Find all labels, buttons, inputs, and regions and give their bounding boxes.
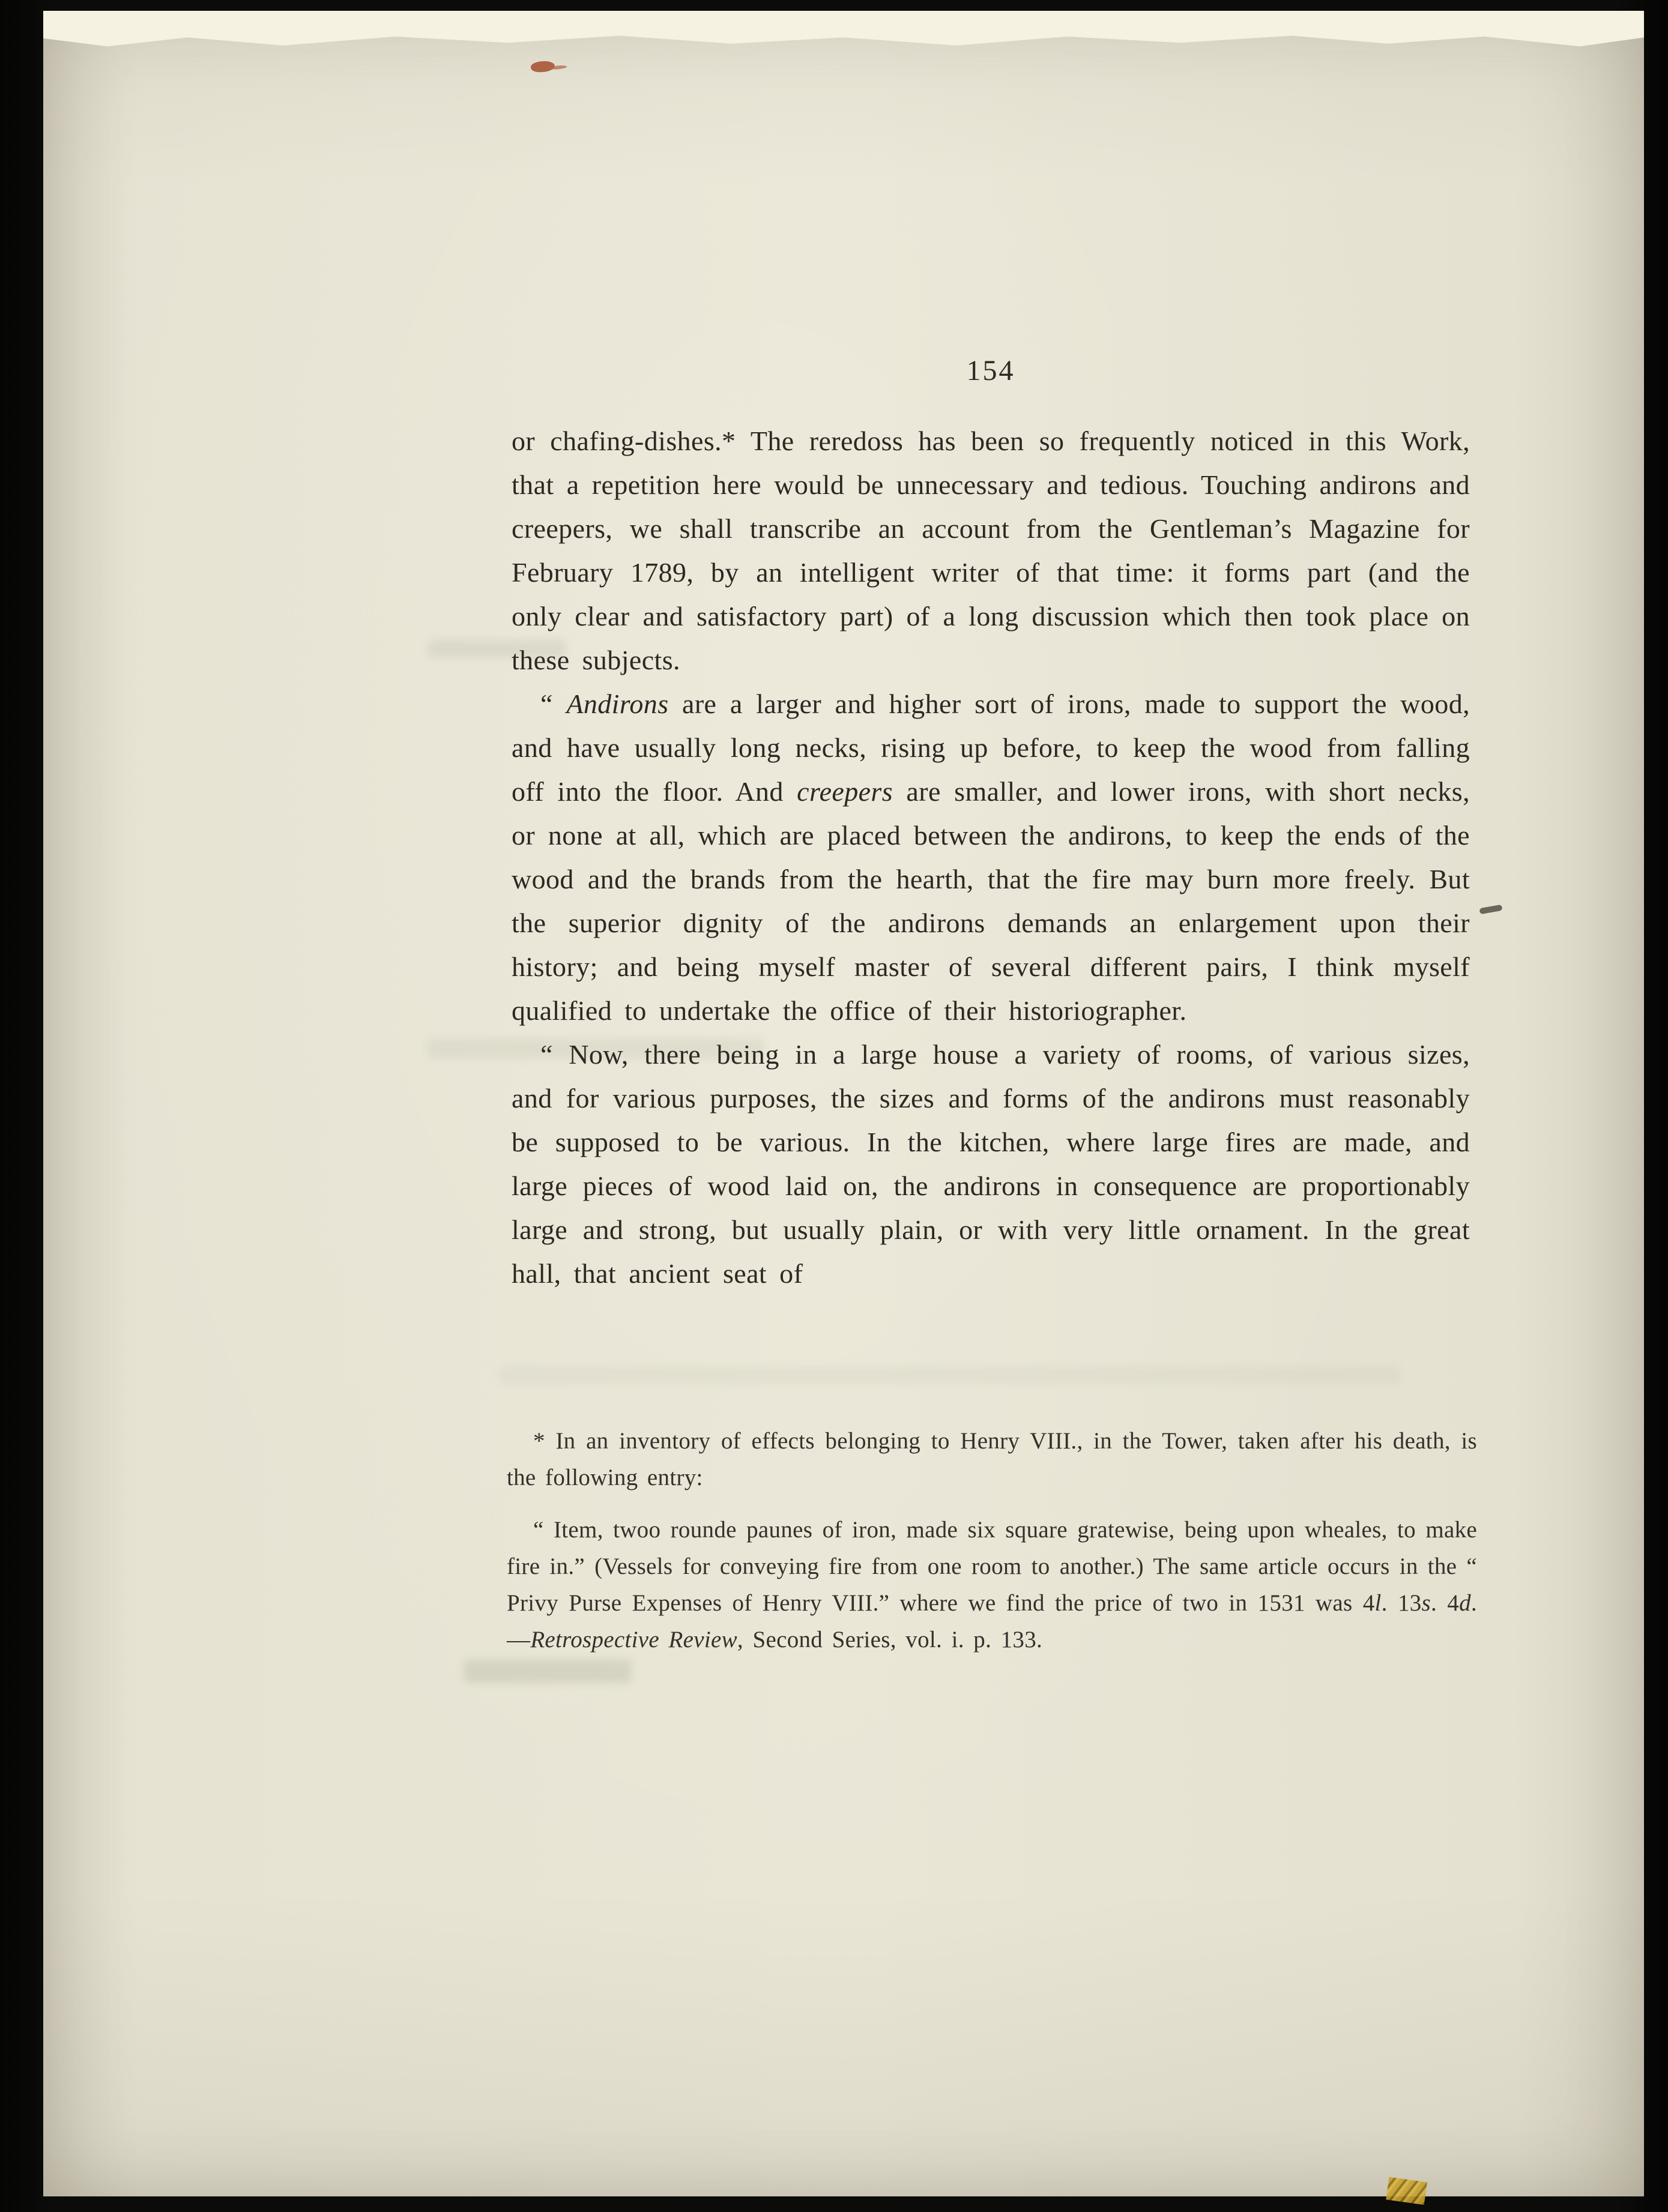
- text-run: , Second Series, vol. i. p. 133.: [737, 1627, 1043, 1653]
- text-run: or chafing-dishes.* The reredoss has been so frequently noticed in this Work, that a repetition here would be unnecessary and tedious. Touching andirons and creepers, we shall transcribe an account from the Gentleman’s Magazine for February 1789, by an intelligent writer of that time: it forms part (and the only clear and satisfactory part) of a long discussion which then took place on these subjects.: [512, 426, 1470, 675]
- body-text: [512, 419, 1470, 1295]
- text-run: .—: [507, 1590, 1477, 1653]
- italic-text: s: [1421, 1590, 1431, 1616]
- text-run: “ Item, twoo rounde paunes of iron, made six square gratewise, being upon wheales, to make fire in.” (Vessels for conveying fire from one room to another.) The same article occurs in the “ Privy Purse Expenses of Henry VIII.” where we find the price of two in 1531 was 4: [507, 1517, 1477, 1616]
- text-run: are a larger and higher sort of irons, made to support the wood, and have usually long necks, rising up before, to keep the wood from falling off into the floor. And: [512, 689, 1470, 807]
- footnotes: [507, 1423, 1477, 1658]
- text-run: “ Now, there being in a large house a variety of rooms, of various sizes, and for various purposes, the sizes and forms of the andirons must reasonably be supposed to be various. In the kitchen, where large fires are made, and large pieces of wood laid on, the andirons in consequence are proportionably large and strong, but usually plain, or with very little ornament. In the great hall, that ancient seat of: [512, 1039, 1470, 1289]
- italic-text: Retrospective Review: [530, 1627, 737, 1653]
- page-top-edge: [43, 11, 1644, 55]
- text-run: . 13: [1381, 1590, 1422, 1616]
- ink-smudge: [1479, 905, 1502, 914]
- bottom-corner-mark: [1386, 2177, 1427, 2205]
- text-run: are smaller, and lower irons, with short necks, or none at all, which are placed between the andirons, to keep the ends of the wood and the brands from the hearth, that the fire may burn more freely. But the superior dignity of the andirons demands an enlargement upon their history; and being myself master of several different pairs, I think myself qualified to undertake the office of their historiographer.: [512, 776, 1470, 1026]
- show-through-smear: [500, 1366, 1400, 1384]
- paragraph: [512, 419, 1470, 682]
- paragraph: [512, 682, 1470, 1032]
- italic-text: creepers: [797, 776, 893, 807]
- text-run: “: [540, 689, 567, 719]
- paragraph: [507, 1423, 1477, 1496]
- show-through-smear: [464, 1659, 632, 1683]
- page-number: 154: [966, 355, 1015, 387]
- red-stain-mark: [530, 60, 555, 73]
- italic-text: Andirons: [566, 689, 669, 719]
- italic-text: l: [1374, 1590, 1382, 1616]
- text-run: . 4: [1431, 1590, 1460, 1616]
- book-page: [43, 11, 1644, 2196]
- paragraph: [507, 1511, 1477, 1658]
- paragraph: [512, 1032, 1470, 1295]
- text-run: * In an inventory of effects belonging to Henry VIII., in the Tower, taken after his death, is the following entry:: [507, 1428, 1477, 1490]
- italic-text: d: [1459, 1590, 1471, 1616]
